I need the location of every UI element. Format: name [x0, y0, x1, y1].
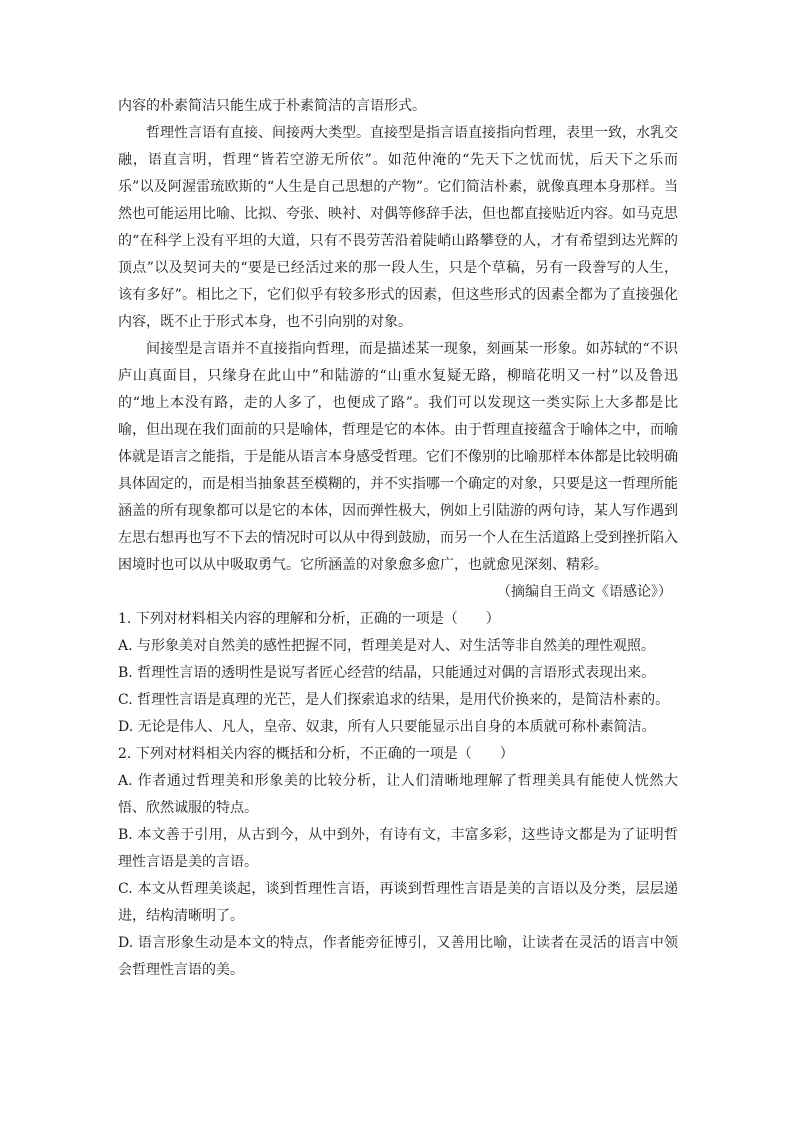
option-d: D. 语言形象生动是本文的特点，作者能旁征博引，又善用比喻，让读者在灵活的语言中领会哲理性言语的美。 [118, 935, 678, 978]
question-stem: 2. 下列对材料相关内容的概括和分析，不正确的一项是（ ） [118, 746, 514, 762]
article-paragraph-1: 哲理性言语有直接、间接两大类型。直接型是指言语直接指向哲理，表里一致，水乳交融，语直言明，哲理“皆若空游无所依”。如范仲淹的“先天下之忧而忧，后天下之乐而乐”以及阿渥雷琉欧斯的“人生是自己思想的产物”。它们简洁朴素，就像真理本身那样。当然也可能运用比喻、比拟、夸张、映衬、对偶等修辞手法，但也都直接贴近内容。如马克思的“在科学上没有平坦的大道，只有不畏劳苦沿着陡峭山路攀登的人，才有希望到达光辉的顶点”以及契诃夫的“要是已经活过来的那一段人生，只是个草稿，另有一段誊写的人生，该有多好”。相比之下，它们似乎有较多形式的因素，但这些形式的因素全都为了直接强化内容，既不止于形式本身，也不引向别的对象。 [118, 125, 678, 330]
option-b: B. 哲理性言语的透明性是说写者匠心经营的结晶，只能通过对偶的言语形式表现出来。 [118, 665, 656, 681]
option-d: D. 无论是伟人、凡人，皇帝、奴隶，所有人只要能显示出自身的本质就可称朴素简洁。 [118, 719, 656, 735]
article-source: （摘编自王尚文《语感论》） [497, 584, 672, 600]
question-2 [118, 741, 678, 984]
article-paragraph-2: 间接型是言语并不直接指向哲理，而是描述某一现象，刻画某一形象。如苏轼的“不识庐山真面目，只缘身在此山中”和陆游的“山重水复疑无路，柳暗花明又一村”以及鲁迅的“地上本没有路，走的人多了，也便成了路”。我们可以发现这一类实际上大多都是比喻，但出现在我们面前的只是喻体，哲理是它的本体。由于哲理直接蕴含于喻体之中，而喻体就是语言之能指，于是能从语言本身感受哲理。它们不像别的比喻那样本体都是比较明确具体固定的，而是相当抽象甚至模糊的，并不实指哪一个确定的对象，只要是这一哲理所能涵盖的所有现象都可以是它的本体，因而弹性极大，例如上引陆游的两句诗，某人写作遇到左思右想再也写不下去的情况时可以从中得到鼓励，而另一个人在生活道路上受到挫折陷入困境时也可以从中吸取勇气。它所涵盖的对象愈多愈广，也就愈见深刻、精彩。 [118, 341, 678, 573]
option-c: C. 本文从哲理美谈起，谈到哲理性言语，再谈到哲理性言语是美的言语以及分类，层层递进，结构清晰明了。 [118, 881, 678, 924]
document-body [118, 93, 678, 984]
question-stem: 1. 下列对材料相关内容的理解和分析，正确的一项是（ ） [118, 611, 500, 627]
article-paragraph-0: 内容的朴素简洁只能生成于朴素简洁的言语形式。 [118, 98, 426, 114]
option-a: A. 与形象美对自然美的感性把握不同，哲理美是对人、对生活等非自然美的理性观照。 [118, 638, 656, 654]
option-b: B. 本文善于引用，从古到今，从中到外，有诗有文，丰富多彩，这些诗文都是为了证明哲理性言语是美的言语。 [118, 827, 678, 870]
question-1 [118, 606, 678, 741]
option-c: C. 哲理性言语是真理的光芒，是人们探索追求的结果，是用代价换来的，是简洁朴素的。 [118, 692, 670, 708]
option-a: A. 作者通过哲理美和形象美的比较分析，让人们清晰地理解了哲理美具有能使人恍然大悟、欣然诚服的特点。 [118, 773, 678, 816]
